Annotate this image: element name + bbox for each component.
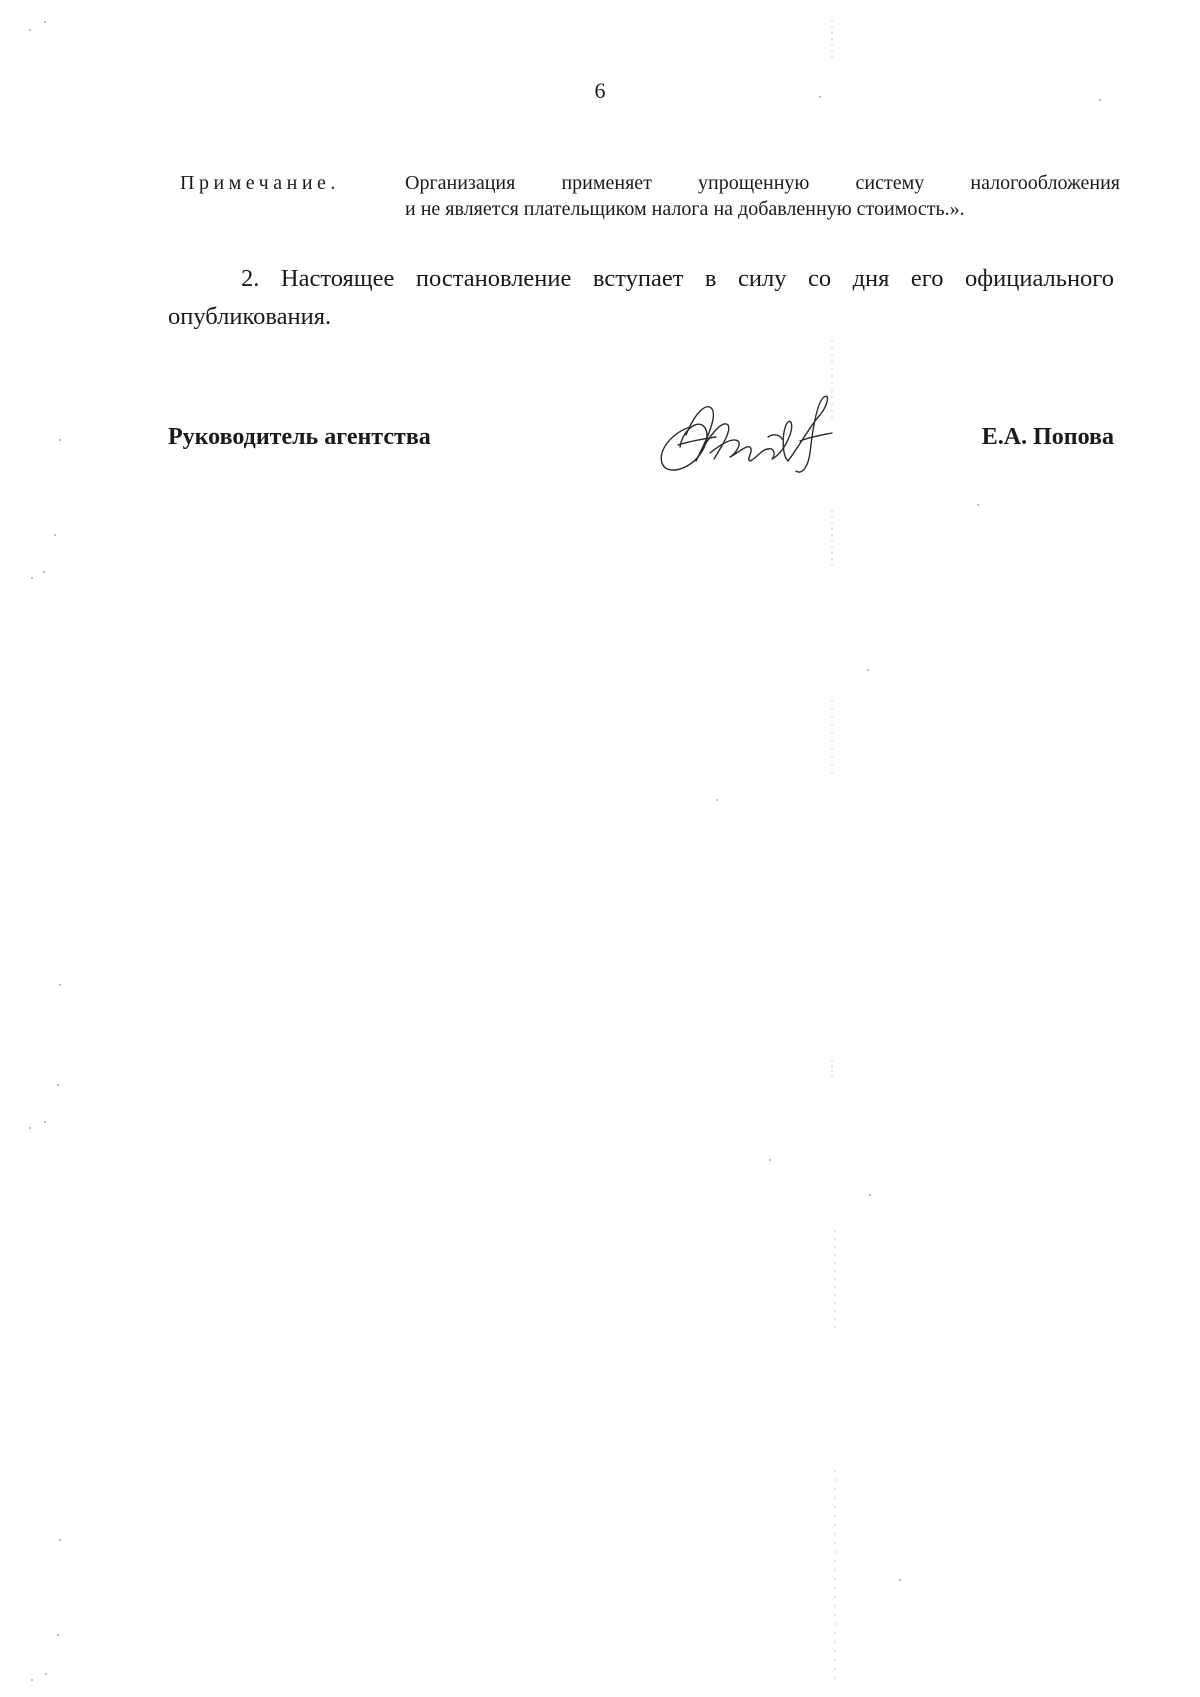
signatory-name: Е.А. Попова bbox=[981, 424, 1114, 450]
paragraph-2 bbox=[168, 260, 1114, 336]
note-line-1: Организация применяет упрощенную систему налогообложения bbox=[405, 172, 1120, 194]
note-text bbox=[405, 170, 1120, 222]
note-block bbox=[180, 170, 1120, 222]
note-label: Примечание. bbox=[180, 172, 340, 194]
page-number: 6 bbox=[594, 78, 606, 103]
paragraph-line-2: опубликования. bbox=[168, 303, 332, 330]
paragraph-line-1: 2. Настоящее постановление вступает в силу со дня его официального bbox=[241, 265, 1114, 292]
signature-block bbox=[168, 420, 1114, 460]
note-line-2: и не является плательщиком налога на добавленную стоимость.». bbox=[405, 198, 965, 220]
signatory-title: Руководитель агентства bbox=[168, 424, 431, 450]
handwritten-signature bbox=[650, 375, 860, 480]
